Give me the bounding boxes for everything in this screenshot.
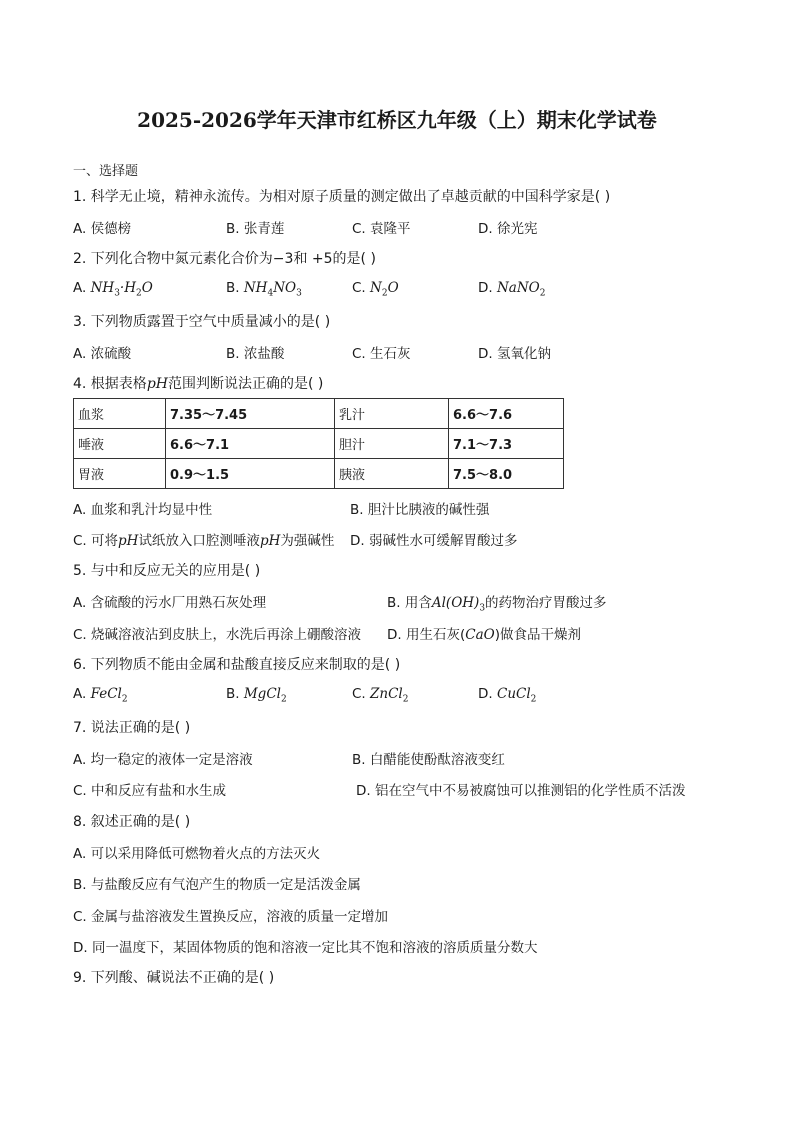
formula [370,686,409,705]
table-cell: 胃液 [74,459,166,489]
formula-subscript: 3 [114,288,120,299]
formula-subscript: 3 [296,288,302,299]
question-3-option-a[interactable]: A. 浓硫酸 [73,346,132,362]
question-1-option-b[interactable]: B. 张青莲 [226,221,285,237]
formula [243,686,287,705]
question-4-stem [73,373,323,393]
formula: pH [259,533,281,549]
formula-subscript: 2 [121,694,128,705]
question-6-options [73,686,733,706]
formula-part: MgCl [243,686,281,702]
question-2-option-c[interactable] [352,280,399,299]
section-heading: 一、选择题 [73,164,139,179]
formula: pH [146,376,168,392]
formula-subscript: 2 [381,288,388,299]
question-6-stem: 6. 下列物质不能由金属和盐酸直接反应来制取的是( ) [73,657,401,673]
question-3-option-b[interactable]: B. 浓盐酸 [226,346,285,362]
table-cell: 6.6～7.6 [449,399,564,429]
question-8-option-b[interactable]: B. 与盐酸反应有气泡产生的物质一定是活泼金属 [73,877,361,893]
option-text: )做食品干燥剂 [494,627,581,643]
question-1-option-c[interactable]: C. 袁隆平 [352,221,411,237]
formula-part: Al(OH) [431,595,480,611]
question-4-option-c[interactable] [73,529,334,549]
question-8-option-d[interactable]: D. 同一温度下，某固体物质的饱和溶液一定比其不饱和溶液的溶质质量分数大 [73,940,538,956]
formula-subscript: 4 [267,288,274,299]
formula [496,686,537,705]
option-letter: A. [73,280,91,296]
question-7-option-c[interactable]: C. 中和反应有盐和水生成 [73,783,227,799]
option-text: 为强碱性 [280,533,335,549]
formula-part: NaNO [496,280,540,296]
formula [90,686,128,705]
formula-part: O [387,280,399,296]
formula [431,595,486,614]
question-5-option-b[interactable] [387,591,607,614]
question-6-option-b[interactable] [226,686,287,705]
option-letter: D. [478,280,497,296]
question-2-stem: 2. 下列化合物中氮元素化合价为−3和 +5的是( ) [73,251,376,267]
formula-subscript: 3 [479,603,486,614]
option-text: 的药物治疗胃酸过多 [485,595,607,611]
page-title: 2025-2026学年天津市红桥区九年级（上）期末化学试卷 [137,108,657,132]
question-4-options-row1 [73,498,733,518]
formula-subscript: 2 [136,288,142,299]
question-7-option-b[interactable]: B. 白醋能使酚酞溶液变红 [352,752,505,768]
question-5-options-row1 [73,591,733,614]
formula-subscript: 2 [539,288,546,299]
formula-part: ZnCl [370,686,403,702]
stem-text: 范围判断说法正确的是( ) [167,376,324,392]
table-cell: 6.6～7.1 [166,429,335,459]
question-3-option-c[interactable]: C. 生石灰 [352,346,411,362]
option-letter: A. [73,686,91,702]
formula [90,280,153,299]
question-5-option-a[interactable]: A. 含硫酸的污水厂用熟石灰处理 [73,595,267,611]
formula-part: CuCl [496,686,531,702]
formula-part: ·H [119,280,136,296]
formula-part: FeCl [90,686,122,702]
formula [370,280,399,299]
question-1-option-a[interactable]: A. 侯德榜 [73,221,132,237]
question-3-stem: 3. 下列物质露置于空气中质量减小的是( ) [73,314,331,330]
question-7-options-row2 [73,779,733,799]
option-letter: B. [226,686,244,702]
question-2-option-d[interactable] [478,280,545,299]
question-5-options-row2 [73,623,733,643]
table-cell: 7.1～7.3 [449,429,564,459]
question-6-option-c[interactable] [352,686,408,705]
ph-table [73,398,564,489]
question-6-option-d[interactable] [478,686,536,705]
question-2-option-b[interactable] [226,280,302,299]
option-letter: C. [352,280,371,296]
option-text: B. 用含 [387,595,432,611]
question-1-option-d[interactable]: D. 徐光宪 [478,221,538,237]
option-letter: B. [226,280,244,296]
stem-text: 4. 根据表格 [73,376,147,392]
formula [496,280,546,299]
question-3-option-d[interactable]: D. 氢氧化钠 [478,346,551,362]
question-6-option-a[interactable] [73,686,128,705]
option-letter: C. [352,686,371,702]
question-7-option-d[interactable]: D. 铝在空气中不易被腐蚀可以推测铝的化学性质不活泼 [356,783,686,799]
table-cell: 0.9～1.5 [166,459,335,489]
question-9-stem: 9. 下列酸、碱说法不正确的是( ) [73,970,275,986]
question-5-option-c[interactable]: C. 烧碱溶液沾到皮肤上，水洗后再涂上硼酸溶液 [73,627,362,643]
formula-part: O [141,280,153,296]
question-8-option-c[interactable]: C. 金属与盐溶液发生置换反应，溶液的质量一定增加 [73,909,389,925]
question-5-stem: 5. 与中和反应无关的应用是( ) [73,563,261,579]
option-text: D. 用生石灰( [387,627,466,643]
table-cell: 乳汁 [335,399,449,429]
question-1-stem: 1. 科学无止境，精神永流传。为相对原子质量的测定做出了卓越贡献的中国科学家是( ) [73,189,611,205]
question-4-option-b[interactable]: B. 胆汁比胰液的碱性强 [350,502,490,518]
formula: pH [118,533,139,549]
formula-subscript: 2 [280,694,287,705]
formula-part: NO [273,280,297,296]
formula: CaO [465,627,495,643]
option-text: 试纸放入口腔测唾液 [138,533,260,549]
question-7-stem: 7. 说法正确的是( ) [73,720,191,736]
table-cell: 7.5～8.0 [449,459,564,489]
table-cell: 血浆 [74,399,166,429]
table-cell: 胰液 [335,459,449,489]
table-row [74,459,564,489]
table-row [74,399,564,429]
formula-part: NH [90,280,115,296]
option-letter: D. [478,686,497,702]
question-5-option-d[interactable] [387,623,581,643]
formula-part: NH [243,280,268,296]
option-text: C. 可将 [73,533,119,549]
question-8-stem: 8. 叙述正确的是( ) [73,814,191,830]
formula-part: N [370,280,382,296]
table-cell: 胆汁 [335,429,449,459]
question-4-option-a[interactable]: A. 血浆和乳汁均显中性 [73,502,213,518]
question-4-option-d[interactable]: D. 弱碱性水可缓解胃酸过多 [350,533,518,549]
question-2-option-a[interactable] [73,280,153,299]
question-7-option-a[interactable]: A. 均一稳定的液体一定是溶液 [73,752,253,768]
question-7-options-row1 [73,748,733,768]
formula [243,280,302,299]
formula-subscript: 2 [530,694,537,705]
table-row [74,429,564,459]
formula-subscript: 2 [402,694,409,705]
question-3-options [73,342,733,362]
question-4-options-row2 [73,529,733,549]
table-cell: 7.35～7.45 [166,399,335,429]
question-8-option-a[interactable]: A. 可以采用降低可燃物着火点的方法灭火 [73,846,321,862]
question-2-options [73,280,733,300]
table-cell: 唾液 [74,429,166,459]
question-1-options [73,217,733,237]
